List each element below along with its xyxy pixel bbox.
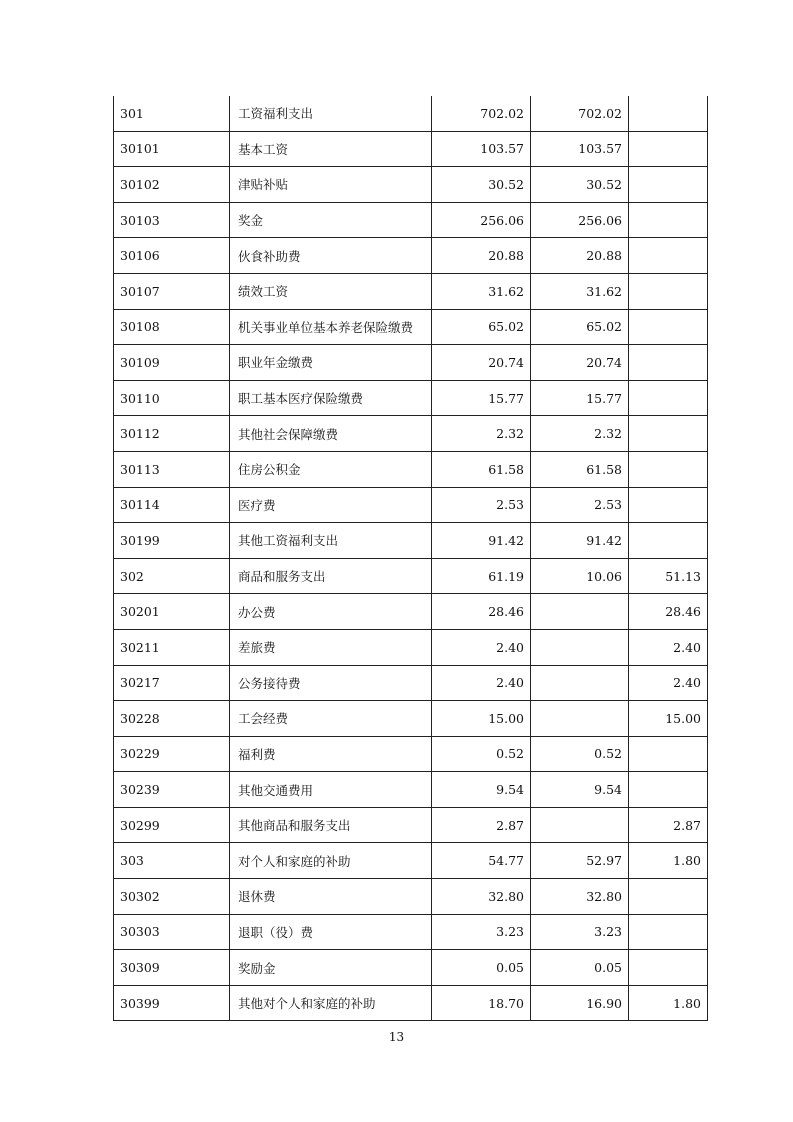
- account-code-cell: 30112: [114, 416, 230, 452]
- total-amount-cell: 20.74: [432, 345, 531, 381]
- table-row: [114, 96, 708, 131]
- table-row: [114, 487, 708, 523]
- account-code-cell: 30199: [114, 523, 230, 559]
- table-row: [114, 451, 708, 487]
- account-name-cell: 职业年金缴费: [230, 345, 432, 381]
- total-amount-cell: 32.80: [432, 879, 531, 915]
- table-row: [114, 701, 708, 737]
- table-row: [114, 309, 708, 345]
- table-row: [114, 985, 708, 1021]
- account-name-cell: 奖金: [230, 202, 432, 238]
- total-amount-cell: 54.77: [432, 843, 531, 879]
- account-name-cell: 其他交通费用: [230, 772, 432, 808]
- account-name-cell: 其他商品和服务支出: [230, 807, 432, 843]
- basic-expenditure-cell: 20.74: [531, 345, 629, 381]
- table-row: [114, 843, 708, 879]
- account-name-cell: 办公费: [230, 594, 432, 630]
- account-name-cell: 伙食补助费: [230, 238, 432, 274]
- project-expenditure-cell: [629, 167, 708, 203]
- project-expenditure-cell: [629, 309, 708, 345]
- total-amount-cell: 65.02: [432, 309, 531, 345]
- table-row: [114, 345, 708, 381]
- basic-expenditure-cell: 3.23: [531, 914, 629, 950]
- basic-expenditure-cell: 2.53: [531, 487, 629, 523]
- total-amount-cell: 103.57: [432, 131, 531, 167]
- total-amount-cell: 2.87: [432, 807, 531, 843]
- account-name-cell: 对个人和家庭的补助: [230, 843, 432, 879]
- table-row: [114, 950, 708, 986]
- account-code-cell: 30299: [114, 807, 230, 843]
- table-row: [114, 523, 708, 559]
- basic-expenditure-cell: 31.62: [531, 273, 629, 309]
- basic-expenditure-cell: 103.57: [531, 131, 629, 167]
- basic-expenditure-cell: 10.06: [531, 558, 629, 594]
- account-code-cell: 30109: [114, 345, 230, 381]
- basic-expenditure-cell: [531, 665, 629, 701]
- basic-expenditure-cell: [531, 701, 629, 737]
- account-name-cell: 津贴补贴: [230, 167, 432, 203]
- table-row: [114, 558, 708, 594]
- account-code-cell: 30101: [114, 131, 230, 167]
- total-amount-cell: 18.70: [432, 985, 531, 1021]
- account-name-cell: 其他工资福利支出: [230, 523, 432, 559]
- total-amount-cell: 61.19: [432, 558, 531, 594]
- account-code-cell: 30114: [114, 487, 230, 523]
- table-body: [114, 96, 708, 1021]
- basic-expenditure-cell: 30.52: [531, 167, 629, 203]
- project-expenditure-cell: 28.46: [629, 594, 708, 630]
- project-expenditure-cell: [629, 950, 708, 986]
- table-row: [114, 772, 708, 808]
- account-code-cell: 30113: [114, 451, 230, 487]
- account-name-cell: 其他社会保障缴费: [230, 416, 432, 452]
- basic-expenditure-cell: [531, 594, 629, 630]
- account-code-cell: 30103: [114, 202, 230, 238]
- account-code-cell: 30303: [114, 914, 230, 950]
- project-expenditure-cell: 2.40: [629, 629, 708, 665]
- total-amount-cell: 30.52: [432, 167, 531, 203]
- project-expenditure-cell: 1.80: [629, 843, 708, 879]
- account-name-cell: 福利费: [230, 736, 432, 772]
- basic-expenditure-cell: 20.88: [531, 238, 629, 274]
- account-name-cell: 其他对个人和家庭的补助: [230, 985, 432, 1021]
- total-amount-cell: 256.06: [432, 202, 531, 238]
- account-name-cell: 职工基本医疗保险缴费: [230, 380, 432, 416]
- project-expenditure-cell: [629, 238, 708, 274]
- basic-expenditure-cell: 9.54: [531, 772, 629, 808]
- project-expenditure-cell: [629, 96, 708, 131]
- basic-expenditure-cell: 256.06: [531, 202, 629, 238]
- account-code-cell: 30239: [114, 772, 230, 808]
- account-code-cell: 303: [114, 843, 230, 879]
- account-name-cell: 医疗费: [230, 487, 432, 523]
- project-expenditure-cell: [629, 273, 708, 309]
- total-amount-cell: 20.88: [432, 238, 531, 274]
- account-name-cell: 绩效工资: [230, 273, 432, 309]
- project-expenditure-cell: [629, 416, 708, 452]
- project-expenditure-cell: [629, 131, 708, 167]
- table-row: [114, 629, 708, 665]
- total-amount-cell: 0.52: [432, 736, 531, 772]
- account-name-cell: 公务接待费: [230, 665, 432, 701]
- basic-expenditure-cell: 15.77: [531, 380, 629, 416]
- basic-expenditure-cell: 32.80: [531, 879, 629, 915]
- table-row: [114, 273, 708, 309]
- account-name-cell: 基本工资: [230, 131, 432, 167]
- account-name-cell: 机关事业单位基本养老保险缴费: [230, 309, 432, 345]
- account-code-cell: 302: [114, 558, 230, 594]
- table-row: [114, 594, 708, 630]
- table-row: [114, 238, 708, 274]
- project-expenditure-cell: [629, 736, 708, 772]
- account-code-cell: 30229: [114, 736, 230, 772]
- basic-expenditure-cell: 0.52: [531, 736, 629, 772]
- total-amount-cell: 3.23: [432, 914, 531, 950]
- basic-expenditure-cell: 91.42: [531, 523, 629, 559]
- account-name-cell: 住房公积金: [230, 451, 432, 487]
- table-row: [114, 167, 708, 203]
- project-expenditure-cell: 2.87: [629, 807, 708, 843]
- account-code-cell: 30108: [114, 309, 230, 345]
- total-amount-cell: 0.05: [432, 950, 531, 986]
- total-amount-cell: 15.77: [432, 380, 531, 416]
- table-row: [114, 807, 708, 843]
- table-row: [114, 380, 708, 416]
- account-name-cell: 退职（役）费: [230, 914, 432, 950]
- total-amount-cell: 31.62: [432, 273, 531, 309]
- total-amount-cell: 2.32: [432, 416, 531, 452]
- basic-expenditure-cell: [531, 629, 629, 665]
- project-expenditure-cell: [629, 202, 708, 238]
- table-row: [114, 914, 708, 950]
- account-name-cell: 工会经费: [230, 701, 432, 737]
- total-amount-cell: 2.40: [432, 629, 531, 665]
- project-expenditure-cell: 1.80: [629, 985, 708, 1021]
- total-amount-cell: 702.02: [432, 96, 531, 131]
- table-row: [114, 665, 708, 701]
- basic-expenditure-cell: 52.97: [531, 843, 629, 879]
- expenditure-table: [113, 96, 708, 1021]
- account-code-cell: 30399: [114, 985, 230, 1021]
- account-code-cell: 30309: [114, 950, 230, 986]
- project-expenditure-cell: 15.00: [629, 701, 708, 737]
- account-code-cell: 30302: [114, 879, 230, 915]
- project-expenditure-cell: [629, 523, 708, 559]
- expenditure-table-container: [113, 96, 707, 1021]
- basic-expenditure-cell: 702.02: [531, 96, 629, 131]
- total-amount-cell: 15.00: [432, 701, 531, 737]
- basic-expenditure-cell: [531, 807, 629, 843]
- basic-expenditure-cell: 0.05: [531, 950, 629, 986]
- project-expenditure-cell: [629, 487, 708, 523]
- account-name-cell: 差旅费: [230, 629, 432, 665]
- total-amount-cell: 61.58: [432, 451, 531, 487]
- account-name-cell: 商品和服务支出: [230, 558, 432, 594]
- total-amount-cell: 2.40: [432, 665, 531, 701]
- project-expenditure-cell: [629, 879, 708, 915]
- project-expenditure-cell: [629, 345, 708, 381]
- account-name-cell: 退休费: [230, 879, 432, 915]
- table-row: [114, 879, 708, 915]
- account-code-cell: 30201: [114, 594, 230, 630]
- page-number: 13: [388, 1030, 405, 1044]
- total-amount-cell: 28.46: [432, 594, 531, 630]
- total-amount-cell: 91.42: [432, 523, 531, 559]
- table-row: [114, 202, 708, 238]
- account-name-cell: 奖励金: [230, 950, 432, 986]
- account-code-cell: 30107: [114, 273, 230, 309]
- basic-expenditure-cell: 61.58: [531, 451, 629, 487]
- total-amount-cell: 9.54: [432, 772, 531, 808]
- total-amount-cell: 2.53: [432, 487, 531, 523]
- project-expenditure-cell: [629, 451, 708, 487]
- account-code-cell: 30211: [114, 629, 230, 665]
- project-expenditure-cell: [629, 380, 708, 416]
- account-code-cell: 30228: [114, 701, 230, 737]
- project-expenditure-cell: 51.13: [629, 558, 708, 594]
- account-code-cell: 30217: [114, 665, 230, 701]
- project-expenditure-cell: 2.40: [629, 665, 708, 701]
- account-code-cell: 30110: [114, 380, 230, 416]
- table-row: [114, 416, 708, 452]
- basic-expenditure-cell: 65.02: [531, 309, 629, 345]
- project-expenditure-cell: [629, 914, 708, 950]
- account-code-cell: 301: [114, 96, 230, 131]
- basic-expenditure-cell: 16.90: [531, 985, 629, 1021]
- account-code-cell: 30102: [114, 167, 230, 203]
- table-row: [114, 131, 708, 167]
- project-expenditure-cell: [629, 772, 708, 808]
- account-name-cell: 工资福利支出: [230, 96, 432, 131]
- table-row: [114, 736, 708, 772]
- account-code-cell: 30106: [114, 238, 230, 274]
- basic-expenditure-cell: 2.32: [531, 416, 629, 452]
